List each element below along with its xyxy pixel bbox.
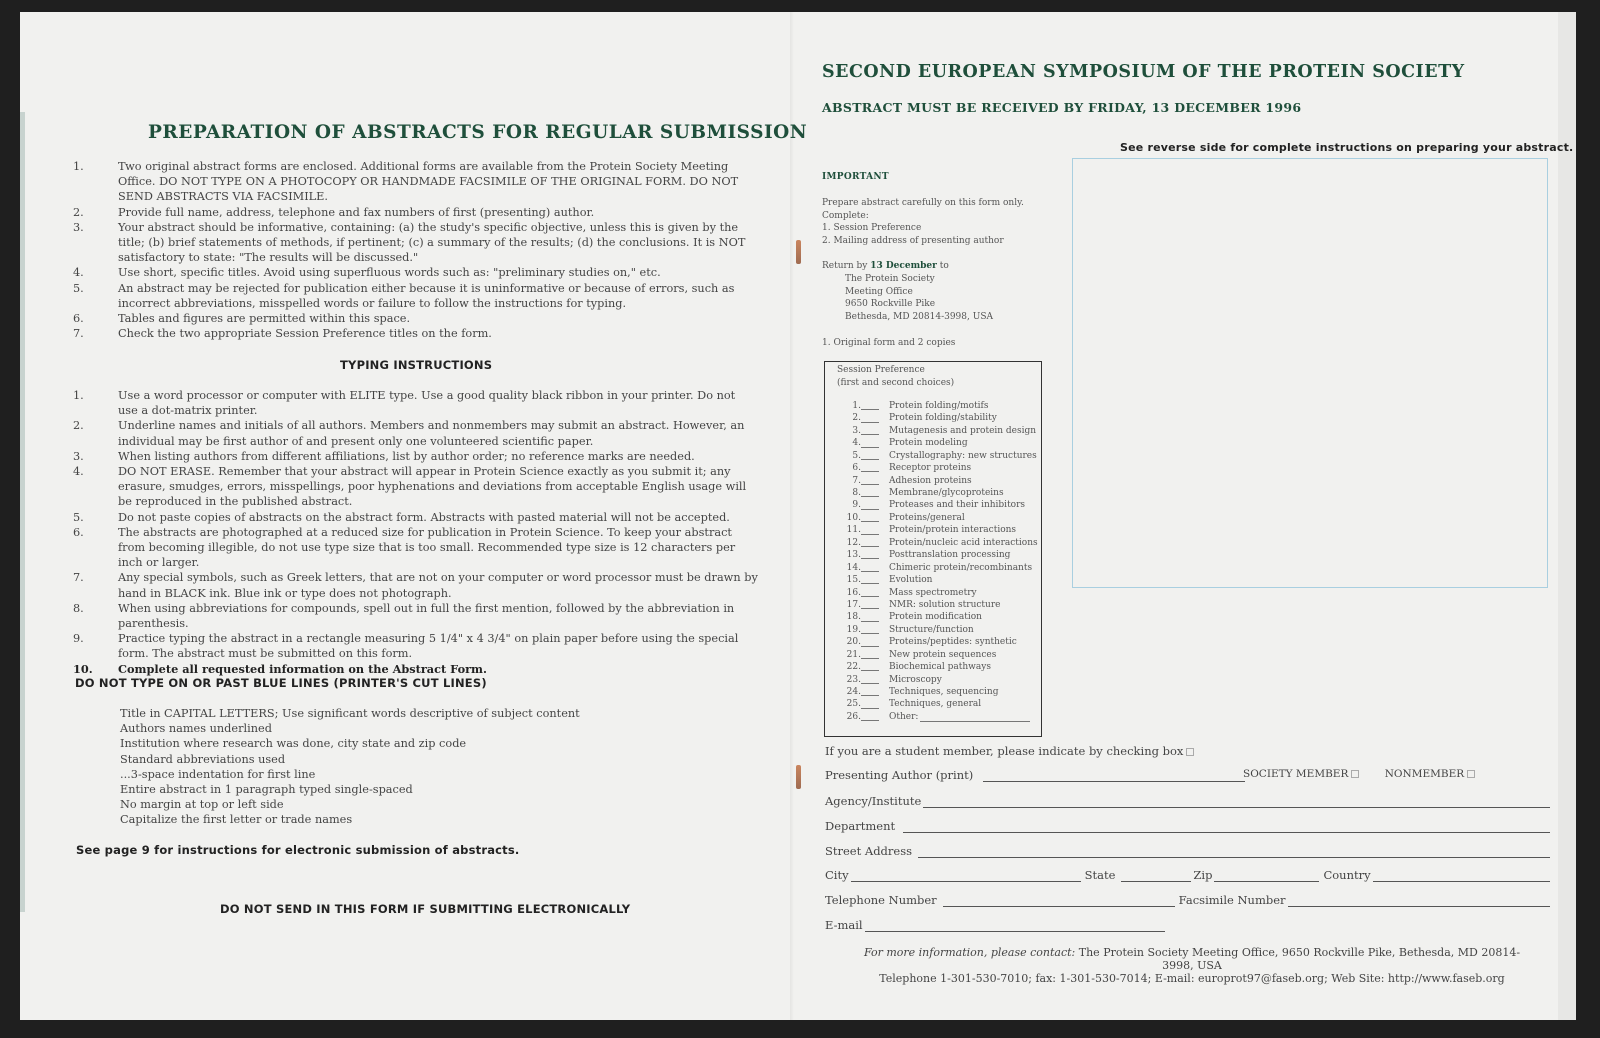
contact-footer	[852, 946, 1532, 985]
session-label: Protein modeling	[889, 438, 968, 449]
country-input[interactable]	[1373, 872, 1550, 882]
department-label: Department	[825, 819, 896, 833]
session-label: Protein/protein interactions	[889, 525, 1017, 536]
session-option	[837, 562, 1041, 574]
session-option	[837, 487, 1041, 499]
session-option	[837, 412, 1041, 424]
presenting-author-input[interactable]	[983, 772, 1245, 782]
session-preference-box	[824, 361, 1042, 737]
session-choice-blank[interactable]	[861, 639, 879, 647]
student-label: If you are a student member, please indicate by checking box	[825, 744, 1184, 758]
footer-contact: Telephone 1-301-530-7010; fax: 1-301-530-7014; E-mail: europrot97@faseb.org; Web Site: http://www.faseb.org	[879, 972, 1505, 985]
session-heading: Session Preference	[837, 365, 925, 375]
session-choice-blank[interactable]	[861, 589, 879, 597]
session-choice-blank[interactable]	[861, 676, 879, 684]
item-number: 2.	[73, 419, 84, 433]
return-suffix: to	[939, 261, 949, 271]
session-choice-blank[interactable]	[861, 601, 879, 609]
state-input[interactable]	[1121, 872, 1191, 882]
nonmember-label: NONMEMBER	[1384, 768, 1465, 780]
list-item	[73, 662, 758, 677]
submission-items	[73, 159, 758, 341]
list-item	[73, 205, 758, 220]
format-rule: Standard abbreviations used	[120, 752, 286, 766]
session-option	[837, 537, 1041, 549]
session-option	[837, 587, 1041, 599]
list-item	[73, 326, 758, 341]
address-line: The Protein Society	[845, 274, 935, 284]
list-item	[73, 525, 758, 571]
item-number: 5.	[73, 510, 84, 524]
session-choice-blank[interactable]	[861, 564, 879, 572]
list-item	[73, 631, 758, 661]
session-number: 17.	[846, 599, 861, 610]
session-label: Structure/function	[889, 624, 974, 635]
format-rule: Title in CAPITAL LETTERS; Use significant words descriptive of subject content	[120, 707, 580, 720]
item-text: Do not paste copies of abstracts on the abstract form. Abstracts with pasted material will not be accepted.	[118, 510, 730, 524]
facsimile-label: Facsimile Number	[1178, 893, 1286, 907]
item-text: Any special symbols, such as Greek letters, that are not on your computer or word processor must be drawn by hand in BLACK ink. Blue ink or type does not photograph.	[118, 571, 758, 600]
telephone-label: Telephone Number	[825, 893, 937, 907]
session-option	[837, 636, 1041, 648]
presenting-author-label: Presenting Author (print)	[825, 768, 974, 782]
session-label: New protein sequences	[889, 649, 997, 660]
session-option	[837, 711, 1041, 723]
right-page-title: SECOND EUROPEAN SYMPOSIUM OF THE PROTEIN SOCIETY	[822, 62, 1465, 82]
important-line: 2. Mailing address of presenting author	[822, 235, 1004, 246]
session-number: 18.	[846, 612, 861, 623]
item-text: Check the two appropriate Session Preference titles on the form.	[118, 327, 492, 341]
session-option	[837, 425, 1041, 437]
session-choice-blank[interactable]	[861, 688, 879, 696]
important-heading: IMPORTANT	[822, 172, 889, 182]
item-number: 3.	[73, 449, 84, 463]
session-option	[837, 524, 1041, 536]
item-number: 10.	[73, 661, 93, 676]
zip-label: Zip	[1193, 868, 1213, 882]
session-option	[837, 400, 1041, 412]
session-choice-blank[interactable]	[861, 701, 879, 709]
list-item	[73, 418, 758, 448]
session-option	[837, 649, 1041, 661]
item-number: 4.	[73, 465, 84, 479]
format-rule: Authors names underlined	[120, 722, 272, 736]
item-text: Your abstract should be informative, containing: (a) the study's specific objective, unless this is given by the title; (b) brief statements of methods, if pertinent; (c) a summary of the results; (d) the conclusions. It is NOT satisfactory to state: "The results will be discussed."	[118, 220, 746, 265]
session-label: Mutagenesis and protein design	[889, 425, 1037, 436]
session-option	[837, 475, 1041, 487]
telephone-input[interactable]	[943, 897, 1175, 907]
address-line: 9650 Rockville Pike	[845, 299, 936, 309]
item-number: 3.	[73, 220, 84, 234]
item-text: Provide full name, address, telephone and fax numbers of first (presenting) author.	[118, 205, 595, 219]
session-number: 3.	[852, 425, 861, 436]
session-option	[837, 699, 1041, 711]
item-number: 8.	[73, 601, 84, 615]
item-number: 7.	[73, 571, 84, 585]
session-label: Protein folding/stability	[889, 413, 997, 424]
session-option	[837, 624, 1041, 636]
item-text: Use short, specific titles. Avoid using superfluous words such as: "preliminary studies on," etc.	[118, 266, 661, 280]
society-member-label: SOCIETY MEMBER	[1243, 768, 1349, 780]
session-choice-blank[interactable]	[861, 576, 879, 584]
session-number: 1.	[852, 400, 861, 411]
state-label: State	[1084, 868, 1116, 882]
session-number: 6.	[852, 463, 861, 474]
item-number: 6.	[73, 312, 84, 326]
session-choice-blank[interactable]	[861, 502, 879, 510]
session-label: Protein/nucleic acid interactions	[889, 537, 1038, 548]
list-item	[73, 311, 758, 326]
item-text: DO NOT ERASE. Remember that your abstract will appear in Protein Science exactly as you submit it; any erasure, smudges, errors, misspellings, poor hyphenations and deviations from acceptable English usage will be reproduced in the published abstract.	[118, 465, 747, 509]
session-label: Techniques, sequencing	[889, 687, 999, 698]
session-number: 21.	[846, 649, 861, 660]
session-choice-blank[interactable]	[861, 626, 879, 634]
session-choice-blank[interactable]	[861, 614, 879, 622]
telephone-row	[825, 893, 1550, 907]
list-item	[73, 265, 758, 280]
do-not-send-note: DO NOT SEND IN THIS FORM IF SUBMITTING ELECTRONICALLY	[220, 902, 631, 916]
session-number: 8.	[852, 488, 861, 499]
staple-bottom	[796, 765, 801, 789]
item-text: Practice typing the abstract in a rectangle measuring 5 1/4" x 4 3/4" on plain paper before using the special form. The abstract must be submitted on this form.	[118, 632, 739, 661]
session-label: Adhesion proteins	[889, 475, 972, 486]
session-option	[837, 512, 1041, 524]
center-gutter	[790, 12, 794, 1020]
return-line	[822, 260, 949, 273]
session-option	[837, 549, 1041, 561]
item-number: 2.	[73, 205, 84, 219]
important-line: 1. Session Preference	[822, 223, 922, 233]
item-text: When listing authors from different affiliations, list by author order; no reference marks are needed.	[118, 449, 695, 463]
session-label: Proteases and their inhibitors	[889, 500, 1026, 511]
session-subheading: (first and second choices)	[837, 377, 955, 388]
agency-label: Agency/Institute	[825, 794, 922, 808]
session-number: 14.	[846, 562, 861, 573]
item-text: Tables and figures are permitted within this space.	[118, 312, 411, 326]
session-number: 23.	[846, 674, 861, 685]
list-item	[73, 388, 758, 418]
session-label: Membrane/glycoproteins	[889, 488, 1004, 499]
session-option	[837, 611, 1041, 623]
session-label: Other:	[889, 711, 919, 722]
department-input[interactable]	[903, 823, 1550, 833]
session-label: Protein folding/motifs	[889, 400, 989, 411]
session-number: 2.	[852, 413, 861, 424]
session-number: 19.	[846, 624, 861, 635]
session-label: Biochemical pathways	[889, 662, 991, 673]
session-option	[837, 462, 1041, 474]
left-page-title: PREPARATION OF ABSTRACTS FOR REGULAR SUBMISSION	[148, 122, 808, 143]
session-label: Receptor proteins	[889, 463, 972, 474]
email-input[interactable]	[865, 922, 1165, 932]
session-choice-blank[interactable]	[861, 464, 879, 472]
abstract-entry-area[interactable]	[1072, 158, 1548, 588]
item-number: 4.	[73, 266, 84, 280]
binding-edge	[20, 112, 25, 912]
session-choice-blank[interactable]	[861, 651, 879, 659]
agency-row	[825, 794, 1550, 808]
street-row	[825, 844, 1550, 858]
session-choice-blank[interactable]	[861, 415, 879, 423]
session-number: 16.	[846, 587, 861, 598]
item-text: An abstract may be rejected for publication either because it is uninformative or because of errors, such as incorrect abbreviations, misspelled words or failure to follow the instructions for typing.	[118, 281, 735, 310]
blue-lines-heading: DO NOT TYPE ON OR PAST BLUE LINES (PRINTER'S CUT LINES)	[75, 676, 487, 690]
session-label: Crystallography: new structures	[889, 450, 1037, 461]
session-option	[837, 686, 1041, 698]
session-label: Microscopy	[889, 674, 942, 685]
session-label: Protein modification	[889, 612, 982, 623]
list-item	[73, 449, 758, 464]
session-choice-blank[interactable]	[861, 477, 879, 485]
session-choice-blank[interactable]	[861, 452, 879, 460]
format-rule: ...3-space indentation for first line	[120, 767, 316, 781]
session-number: 15.	[846, 575, 861, 586]
list-item	[73, 464, 758, 510]
format-rules	[120, 706, 580, 828]
item-number: 9.	[73, 632, 84, 646]
session-number: 12.	[846, 537, 861, 548]
session-label: Proteins/peptides: synthetic	[889, 637, 1017, 648]
other-session-input[interactable]	[920, 713, 1030, 722]
session-number: 24.	[846, 687, 861, 698]
important-line: Complete:	[822, 210, 869, 221]
session-label: NMR: solution structure	[889, 599, 1001, 610]
session-option	[837, 661, 1041, 673]
staple-top	[796, 240, 801, 264]
item-number: 5.	[73, 281, 84, 295]
session-option	[837, 674, 1041, 686]
list-item	[73, 570, 758, 600]
facsimile-input[interactable]	[1288, 897, 1550, 907]
session-list	[837, 400, 1041, 723]
session-label: Evolution	[889, 575, 933, 586]
important-line: Prepare abstract carefully on this form only.	[822, 198, 1024, 208]
session-option	[837, 437, 1041, 449]
session-choice-blank[interactable]	[861, 539, 879, 547]
session-choice-blank[interactable]	[861, 489, 879, 497]
mailing-address	[845, 273, 993, 323]
item-number: 7.	[73, 327, 84, 341]
session-choice-blank[interactable]	[861, 440, 879, 448]
item-text: When using abbreviations for compounds, spell out in full the first mention, followed by the abbreviation in parenthesis.	[118, 601, 735, 631]
membership-row	[1243, 768, 1475, 780]
session-label: Posttranslation processing	[889, 550, 1011, 561]
agency-input[interactable]	[923, 798, 1550, 808]
email-row	[825, 918, 1165, 932]
society-member-checkbox[interactable]	[1351, 770, 1359, 778]
session-number: 5.	[852, 450, 861, 461]
list-item	[73, 281, 758, 311]
item-text: Use a word processor or computer with ELITE type. Use a good quality black ribbon in your printer. Do not use a dot-matrix printer.	[118, 389, 736, 418]
country-label: Country	[1323, 868, 1371, 882]
item-text: Two original abstract forms are enclosed. Additional forms are available from the Protein Society Meeting Office. DO NOT TYPE ON A PHOTOCOPY OR HANDMADE FACSIMILE OF THE ORIGINAL FORM. DO NOT SEND ABSTRACTS VIA FACSIMILE.	[118, 160, 739, 204]
session-option	[837, 574, 1041, 586]
item-number: 6.	[73, 525, 84, 539]
return-date: 13 December	[870, 261, 937, 271]
item-text: Underline names and initials of all authors. Members and nonmembers may submit an abstract. However, an individual may be first author of and present only one volunteered scientific paper.	[118, 419, 745, 448]
session-option	[837, 500, 1041, 512]
city-input[interactable]	[851, 872, 1081, 882]
session-choice-blank[interactable]	[861, 551, 879, 559]
footer-address: The Protein Society Meeting Office, 9650 Rockville Pike, Bethesda, MD 20814-3998, USA	[1078, 946, 1521, 972]
session-choice-blank[interactable]	[861, 402, 879, 410]
session-option	[837, 599, 1041, 611]
student-row	[825, 744, 1194, 758]
session-number: 10.	[846, 512, 861, 523]
zip-input[interactable]	[1214, 872, 1319, 882]
city-row	[825, 868, 1550, 882]
session-label: Chimeric protein/recombinants	[889, 562, 1033, 573]
address-line: Bethesda, MD 20814-3998, USA	[845, 311, 993, 322]
session-number: 22.	[846, 662, 861, 673]
list-item	[73, 159, 758, 205]
item-text: The abstracts are photographed at a reduced size for publication in Protein Science. To keep your abstract from becoming illegible, do not use type size that is too small. Recommended type size is 12 characters per inch or larger.	[118, 525, 736, 570]
format-rule: Entire abstract in 1 paragraph typed single-spaced	[120, 783, 413, 797]
typing-heading: TYPING INSTRUCTIONS	[340, 358, 493, 372]
street-label: Street Address	[825, 844, 913, 858]
session-number: 9.	[852, 500, 861, 511]
session-label: Mass spectrometry	[889, 587, 977, 598]
session-label: Techniques, general	[889, 699, 982, 710]
format-rule: Institution where research was done, city state and zip code	[120, 737, 467, 751]
session-choice-blank[interactable]	[861, 514, 879, 522]
presenting-author-row	[825, 768, 1245, 782]
session-choice-blank[interactable]	[861, 427, 879, 435]
session-number: 25.	[846, 699, 861, 710]
session-choice-blank[interactable]	[861, 527, 879, 535]
copies-note: 1. Original form and 2 copies	[822, 338, 956, 348]
session-label: Proteins/general	[889, 512, 965, 523]
session-number: 13.	[846, 550, 861, 561]
typing-items	[73, 388, 758, 677]
session-number: 20.	[846, 637, 861, 648]
address-line: Meeting Office	[845, 286, 913, 297]
item-number: 1.	[73, 160, 84, 173]
item-text: Complete all requested information on the Abstract Form.	[118, 661, 487, 676]
session-number: 4.	[852, 438, 861, 449]
session-number: 7.	[852, 475, 861, 486]
session-option	[837, 450, 1041, 462]
reverse-note: See reverse side for complete instructions on preparing your abstract.	[1120, 141, 1574, 154]
list-item	[73, 601, 758, 631]
footer-lead: For more information, please contact:	[863, 946, 1076, 959]
session-choice-blank[interactable]	[861, 663, 879, 671]
deadline: ABSTRACT MUST BE RECEIVED BY FRIDAY, 13 DECEMBER 1996	[822, 100, 1302, 115]
session-number: 11.	[846, 525, 861, 536]
student-checkbox[interactable]	[1186, 748, 1194, 756]
list-item	[73, 220, 758, 266]
important-lines	[822, 197, 1024, 247]
list-item	[73, 510, 758, 525]
electronic-note: See page 9 for instructions for electronic submission of abstracts.	[76, 843, 520, 857]
format-rule: Capitalize the first letter or trade names	[120, 813, 353, 827]
street-input[interactable]	[918, 848, 1550, 858]
page-edge	[1558, 12, 1576, 1020]
nonmember-checkbox[interactable]	[1467, 770, 1475, 778]
session-number: 26.	[846, 711, 861, 722]
return-prefix: Return by	[822, 261, 868, 271]
item-number: 1.	[73, 389, 84, 402]
city-label: City	[825, 868, 849, 882]
department-row	[825, 819, 1550, 833]
email-label: E-mail	[825, 918, 863, 932]
format-rule: No margin at top or left side	[120, 798, 284, 812]
session-choice-blank[interactable]	[861, 713, 879, 721]
